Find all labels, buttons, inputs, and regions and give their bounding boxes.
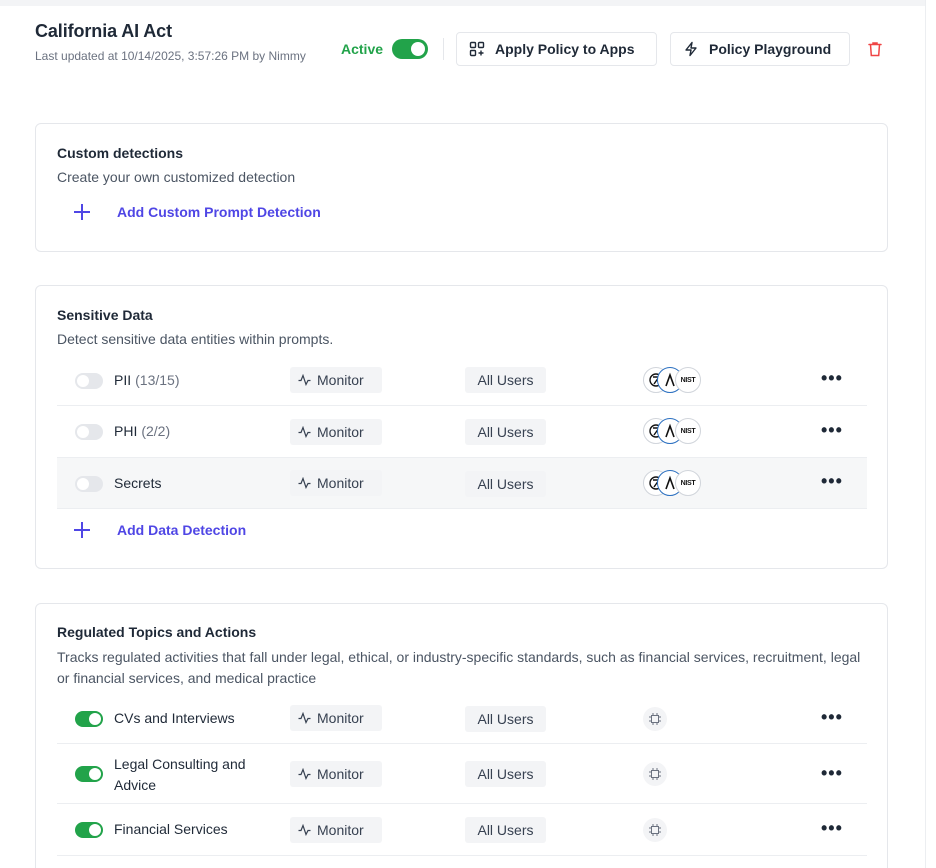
apps-add-icon [469, 41, 485, 57]
detection-name: PHI (2/2) [114, 423, 171, 439]
sensitive-data-desc: Detect sensitive data entities within prompts. [57, 331, 334, 347]
regulated-topics-title: Regulated Topics and Actions [57, 624, 257, 640]
users-dropdown[interactable]: All Users [465, 367, 546, 393]
users-dropdown[interactable]: All Users [465, 471, 546, 497]
mode-dropdown[interactable]: Monitor [290, 367, 382, 393]
framework-logos [643, 470, 713, 496]
more-options-icon[interactable]: ••• [821, 471, 843, 491]
add-custom-detection-button[interactable] [78, 204, 321, 220]
policy-header [35, 20, 895, 90]
status-label: Active [341, 41, 384, 57]
legal-toggle[interactable] [75, 766, 103, 782]
apply-policy-button[interactable] [456, 32, 657, 66]
apply-policy-label: Apply Policy to Apps [495, 41, 635, 57]
add-custom-detection-label: Add Custom Prompt Detection [117, 204, 321, 220]
add-data-detection-label: Add Data Detection [117, 522, 247, 538]
topic-row-cvs [57, 693, 867, 744]
custom-detections-card [35, 123, 888, 252]
sensitive-data-title: Sensitive Data [57, 307, 153, 323]
policy-playground-label: Policy Playground [709, 41, 832, 57]
users-dropdown[interactable]: All Users [465, 419, 546, 445]
framework-logos [643, 367, 713, 393]
last-updated-text: Last updated at 10/14/2025, 3:57:26 PM by Nimmy [35, 49, 306, 63]
processor-icon [643, 818, 667, 842]
plus-icon [73, 521, 91, 539]
mode-dropdown[interactable]: Monitor [290, 817, 382, 843]
activity-icon [298, 426, 311, 438]
scrollbar-track[interactable] [925, 0, 936, 868]
topic-row-financial [57, 804, 867, 856]
custom-detections-title: Custom detections [57, 145, 184, 161]
activity-icon [298, 768, 311, 780]
users-dropdown[interactable]: All Users [465, 706, 546, 732]
regulated-topics-desc: Tracks regulated activities that fall under legal, ethical, or industry-specific standards, such as financial services, recruitment, legal or financial services, and medical practice [57, 649, 861, 686]
policy-playground-button[interactable] [670, 32, 850, 66]
detection-row-pii [57, 355, 867, 406]
pii-toggle[interactable] [75, 373, 103, 389]
header-divider [443, 38, 444, 60]
mode-dropdown[interactable]: Monitor [290, 705, 382, 731]
topic-name: CVs and Interviews [114, 710, 235, 726]
processor-icon [643, 762, 667, 786]
detection-row-phi [57, 406, 867, 458]
mode-dropdown[interactable]: Monitor [290, 761, 382, 787]
users-dropdown[interactable]: All Users [465, 817, 546, 843]
financial-toggle[interactable] [75, 822, 103, 838]
processor-icon [643, 707, 667, 731]
mode-dropdown[interactable]: Monitor [290, 419, 382, 445]
trash-icon[interactable] [866, 40, 884, 58]
more-options-icon[interactable]: ••• [821, 763, 843, 783]
detection-name: PII (13/15) [114, 372, 180, 388]
activity-icon [298, 824, 311, 836]
more-options-icon[interactable]: ••• [821, 707, 843, 727]
policy-status [341, 39, 428, 59]
cvs-toggle[interactable] [75, 711, 103, 727]
phi-toggle[interactable] [75, 424, 103, 440]
sensitive-data-card [35, 285, 888, 569]
detection-row-secrets [57, 458, 867, 509]
framework-logos [643, 418, 713, 444]
add-data-detection-button[interactable] [78, 522, 246, 538]
policy-active-toggle[interactable] [392, 39, 428, 59]
topic-name: Legal Consulting and Advice [114, 756, 246, 793]
page-title: California AI Act [35, 21, 172, 41]
secrets-toggle[interactable] [75, 476, 103, 492]
more-options-icon[interactable]: ••• [821, 368, 843, 388]
nist-icon: NIST [675, 418, 701, 444]
nist-icon: NIST [675, 367, 701, 393]
users-dropdown[interactable]: All Users [465, 761, 546, 787]
activity-icon [298, 374, 311, 386]
plus-icon [73, 203, 91, 221]
regulated-topics-card [35, 603, 888, 868]
nist-icon: NIST [675, 470, 701, 496]
mode-dropdown[interactable]: Monitor [290, 470, 382, 496]
lightning-icon [683, 41, 699, 57]
custom-detections-desc: Create your own customized detection [57, 169, 296, 185]
top-divider [0, 0, 925, 6]
more-options-icon[interactable]: ••• [821, 818, 843, 838]
detection-name: Secrets [114, 475, 162, 491]
more-options-icon[interactable]: ••• [821, 420, 843, 440]
topic-row-legal [57, 744, 867, 804]
activity-icon [298, 477, 311, 489]
topic-name: Financial Services [114, 821, 228, 837]
activity-icon [298, 712, 311, 724]
